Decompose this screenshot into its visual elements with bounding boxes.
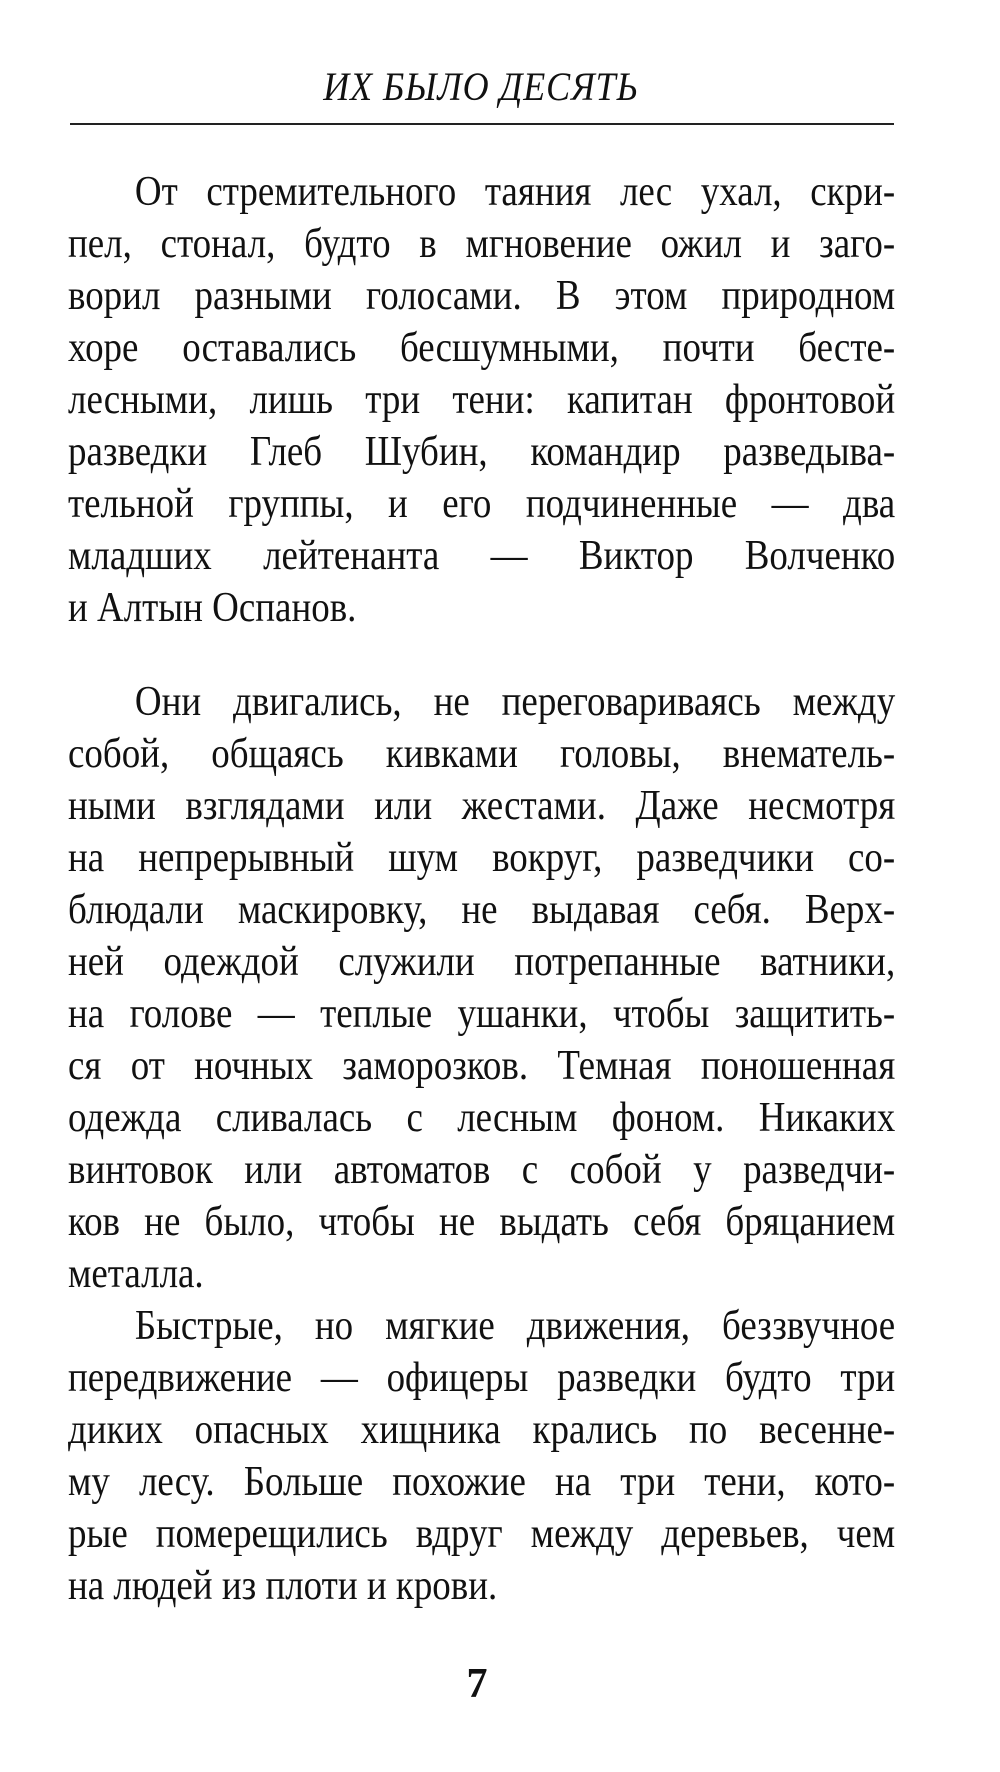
text-line: винтовок или автоматов с собой у разведчи- [68, 1147, 896, 1193]
text-line: ворил разными голосами. В этом природном [68, 273, 896, 319]
paragraph [68, 676, 895, 1300]
text-line: Быстрые, но мягкие движения, беззвучное [134, 1303, 896, 1349]
text-line: пел, стонал, будто в мгновение ожил и заго- [68, 221, 896, 267]
text-line: диких опасных хищника крались по весенне- [68, 1407, 896, 1453]
text-line: От стремительного таяния лес ухал, скри- [134, 169, 896, 215]
text-line: ными взглядами или жестами. Даже несмотря [68, 783, 896, 829]
text-line: на непрерывный шум вокруг, разведчики со- [68, 835, 896, 881]
text-line: разведки Глеб Шубин, командир разведыва- [68, 429, 896, 475]
text-line: младших лейтенанта — Виктор Волченко [68, 533, 896, 579]
text-line: передвижение — офицеры разведки будто три [68, 1355, 896, 1401]
text-line: тельной группы, и его подчиненные — два [68, 481, 896, 527]
text-line: му лесу. Больше похожие на три тени, кото- [68, 1459, 896, 1505]
page-number: 7 [466, 1661, 488, 1707]
text-line: лесными, лишь три тени: капитан фронтовой [68, 377, 896, 423]
body-text [68, 166, 895, 1612]
text-line: и Алтын Оспанов. [68, 585, 357, 631]
paragraph [68, 166, 895, 634]
text-line: одежда сливалась с лесным фоном. Никаких [68, 1095, 896, 1141]
text-line: блюдали маскировку, не выдавая себя. Верх- [68, 887, 896, 933]
text-line: собой, общаясь кивками головы, внематель- [68, 731, 896, 777]
text-line: ней одеждой служили потрепанные ватники, [68, 939, 896, 985]
text-line: рые померещились вдруг между деревьев, чем [68, 1511, 896, 1557]
text-line: металла. [68, 1251, 204, 1297]
header-rule [70, 123, 894, 125]
text-line: ся от ночных заморозков. Темная поношенная [68, 1043, 896, 1089]
running-head-title: ИХ БЫЛО ДЕСЯТЬ [323, 64, 639, 109]
text-line: ков не было, чтобы не выдать себя бряцанием [68, 1199, 896, 1245]
text-line: на людей из плоти и крови. [68, 1563, 498, 1609]
text-line: на голове — теплые ушанки, чтобы защитить- [68, 991, 896, 1037]
text-line: Они двигались, не переговариваясь между [134, 679, 896, 725]
text-line: хоре оставались бесшумными, почти бесте- [68, 325, 896, 371]
paragraph [68, 1300, 895, 1612]
